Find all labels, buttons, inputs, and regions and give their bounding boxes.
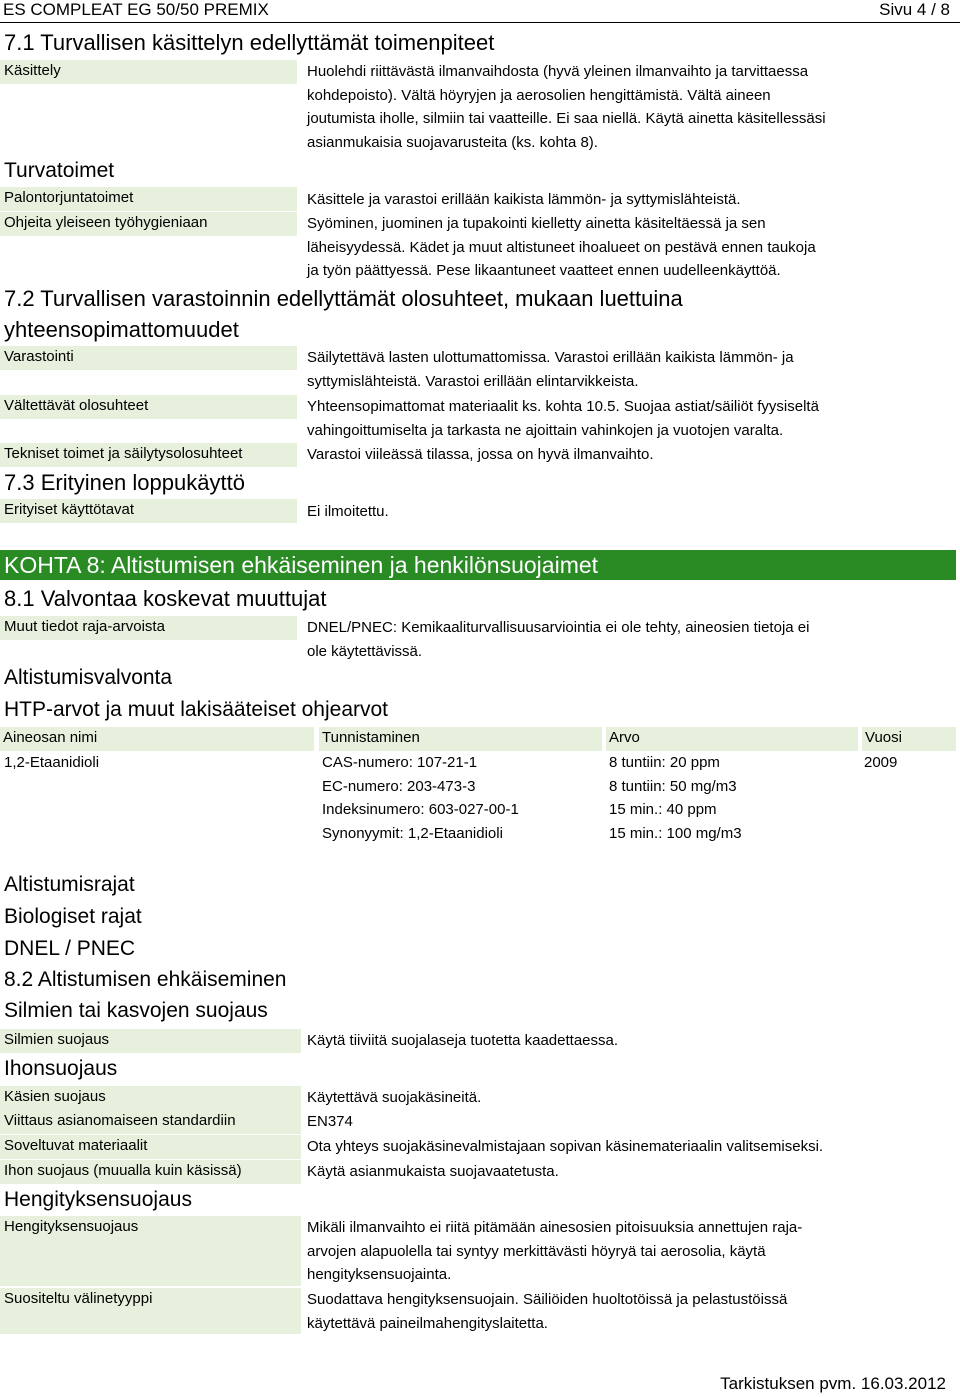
section-7-3-title: 7.3 Erityinen loppukäyttö — [4, 470, 245, 495]
body-protection-value: Käytä asianmukaista suojavaatetusta. — [307, 1163, 559, 1180]
other-info-label: Muut tiedot raja-arvoista — [0, 616, 297, 640]
avoid-label: Vältettävät olosuhteet — [0, 395, 297, 419]
device-label: Suositeltu välinetyyppi — [0, 1288, 301, 1334]
tech-value: Varastoi viileässä tilassa, jossa on hyvä ilmanvaihto. — [307, 446, 654, 463]
table-header-value: Arvo — [606, 727, 858, 751]
section-7-1-title: 7.1 Turvallisen käsittelyn edellyttämät toimenpiteet — [4, 30, 495, 55]
section-8-title: KOHTA 8: Altistumisen ehkäiseminen ja henkilönsuojaimet — [4, 552, 599, 578]
storage-label: Varastointi — [0, 346, 297, 370]
body-protection-label: Ihon suojaus (muualla kuin käsissä) — [0, 1160, 301, 1184]
uses-label: Erityiset käyttötavat — [0, 499, 297, 523]
hand-value: Käytettävä suojakäsineitä. — [307, 1089, 482, 1106]
respiratory-label: Hengityksensuojaus — [0, 1216, 301, 1286]
respiratory-value: Mikäli ilmanvaihto ei riitä pitämään ainesosien pitoisuuksia annettujen raja- arvojen alapuolella tai syntyy merkittävästi höyryä tai aerosolia, käytä hengityksensuojainta. — [307, 1219, 803, 1283]
safety-heading: Turvatoimet — [4, 159, 115, 182]
standard-value: EN374 — [307, 1113, 353, 1130]
section-8-2-title: 8.2 Altistumisen ehkäiseminen — [4, 968, 287, 991]
limits-heading: Altistumisrajat — [4, 873, 135, 896]
skin-heading: Ihonsuojaus — [4, 1057, 118, 1080]
materials-label: Soveltuvat materiaalit — [0, 1135, 301, 1159]
revision-date: Tarkistuksen pvm. 16.03.2012 — [720, 1374, 946, 1393]
fire-value: Käsittele ja varastoi erillään kaikista lämmön- ja syttymislähteistä. — [307, 191, 741, 208]
avoid-value: Yhteensopimattomat materiaalit ks. kohta 10.5. Suojaa astiat/säiliöt fyysiseltä vahingoittumiselta ja tarkasta ne ajoittain vahinkojen ja vuotojen varalta. — [307, 398, 819, 439]
eye-label: Silmien suojaus — [0, 1029, 301, 1053]
respiratory-heading: Hengityksensuojaus — [4, 1188, 192, 1211]
section-8-1-title: 8.1 Valvontaa koskevat muuttujat — [4, 586, 327, 611]
standard-label: Viittaus asianomaiseen standardiin — [0, 1110, 301, 1134]
eye-value: Käytä tiiviitä suojalaseja tuotetta kaadettaessa. — [307, 1032, 619, 1049]
bio-heading: Biologiset rajat — [4, 905, 142, 928]
device-value: Suodattava hengityksensuojain. Säiliöiden huoltotöissä ja pelastustöissä käytettävä paineilmahengityslaitetta. — [307, 1291, 788, 1332]
table-cell-name: 1,2-Etaanidioli — [4, 754, 100, 771]
materials-value: Ota yhteys suojakäsinevalmistajaan sopivan käsinemateriaalin valitsemiseksi. — [307, 1138, 824, 1155]
tech-label: Tekniset toimet ja säilytysolosuhteet — [0, 443, 297, 467]
document-title: ES COMPLEAT EG 50/50 PREMIX — [3, 0, 269, 19]
storage-value: Säilytettävä lasten ulottumattomissa. Varastoi erillään kaikista lämmön- ja syttymislähteistä. Varastoi erillään elintarvikkeista. — [307, 349, 794, 390]
exposure-control-heading: Altistumisvalvonta — [4, 666, 173, 689]
hygiene-label: Ohjeita yleiseen työhygieniaan — [0, 212, 297, 236]
other-info-value: DNEL/PNEC: Kemikaaliturvallisuusarviointia ei ole tehty, aineosien tietoja ei ole käytettävissä. — [307, 619, 810, 660]
htp-heading: HTP-arvot ja muut lakisääteiset ohjearvot — [4, 698, 388, 721]
hand-label: Käsien suojaus — [0, 1086, 301, 1110]
hygiene-value: Syöminen, juominen ja tupakointi kielletty ainetta käsiteltäessä ja sen läheisyydessä. Kädet ja muut altistuneet ihoalueet on pestävä ennen taukoja ja työn päättyessä. Pese likaantuneet vaatteet ennen uudelleenkäyttöä. — [307, 215, 816, 279]
uses-value: Ei ilmoitettu. — [307, 503, 389, 520]
table-header-id: Tunnistaminen — [319, 727, 602, 751]
handling-label: Käsittely — [0, 60, 297, 84]
dnel-heading: DNEL / PNEC — [4, 937, 136, 960]
section-7-2-title: 7.2 Turvallisen varastoinnin edellyttämät olosuhteet, mukaan luettuina yhteensopimattomuudet — [4, 286, 683, 342]
handling-value: Huolehdi riittävästä ilmanvaihdosta (hyvä yleinen ilmanvaihto ja tarvittaessa kohdepoisto). Vältä höyryjen ja aerosolien hengittämistä. Vältä aineen joutumista iholle, silmiin tai vaatteille. Ei saa niellä. Käytä ainetta käsitellessäsi asianmukaisia suojavarusteita (ks. kohta 8). — [307, 63, 826, 151]
table-header-name: Aineosan nimi — [0, 727, 314, 751]
table-cell-values: 8 tuntiin: 20 ppm 8 tuntiin: 50 mg/m3 15 min.: 40 ppm 15 min.: 100 mg/m3 — [609, 754, 742, 842]
eye-heading: Silmien tai kasvojen suojaus — [4, 999, 268, 1022]
table-cell-ids: CAS-numero: 107-21-1 EC-numero: 203-473-3 Indeksinumero: 603-027-00-1 Synonyymit: 1,2-Etaanidioli — [322, 754, 519, 842]
fire-label: Palontorjuntatoimet — [0, 187, 297, 211]
page-number: Sivu 4 / 8 — [879, 0, 950, 19]
table-header-year: Vuosi — [862, 727, 956, 751]
table-cell-year: 2009 — [864, 754, 898, 771]
